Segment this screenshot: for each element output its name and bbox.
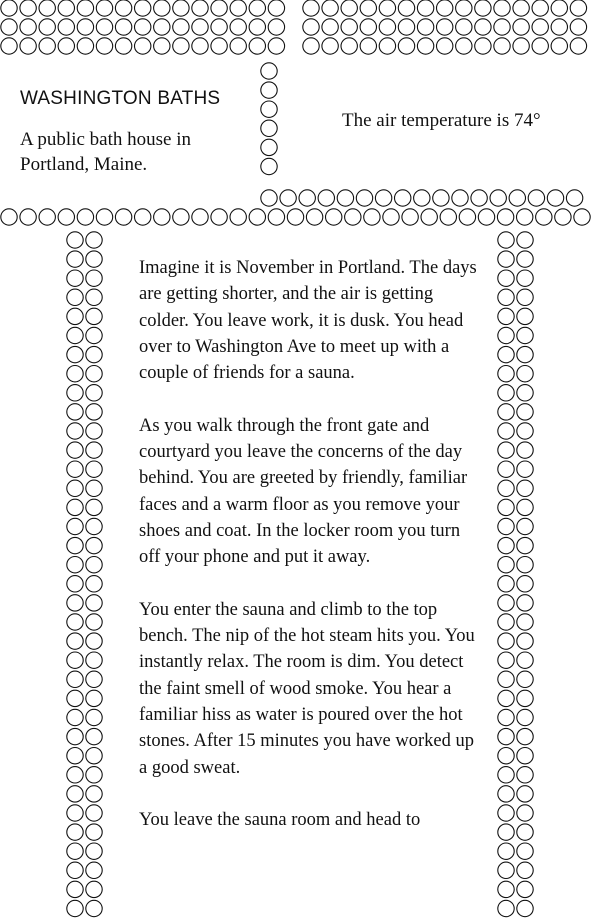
- ring-ornament: [67, 270, 83, 286]
- ring-ornament: [326, 209, 342, 225]
- ring-ornament: [498, 748, 514, 764]
- ring-ornament: [322, 38, 338, 54]
- ring-ornament: [360, 0, 376, 16]
- ring-ornament: [498, 843, 514, 859]
- ring-ornament: [268, 0, 284, 16]
- ring-ornament: [360, 19, 376, 35]
- page-subtitle: A public bath house in Portland, Maine.: [20, 129, 191, 175]
- ring-ornament: [67, 289, 83, 305]
- ring-ornament: [440, 209, 456, 225]
- ring-ornament: [459, 209, 475, 225]
- ring-ornament: [478, 209, 494, 225]
- ring-ornament: [517, 423, 533, 439]
- ring-ornament: [417, 0, 433, 16]
- ring-ornament: [230, 38, 246, 54]
- ring-ornament: [498, 461, 514, 477]
- ring-ornament: [261, 101, 277, 117]
- story-paragraph: You enter the sauna and climb to the top bench. The nip of the hot steam hits you. You instantly relax. The room is dim. You detect the faint smell of wood smoke. You hear a familiar hiss as water is poured over the hot stones. After 15 minutes you have worked up a good sweat.: [139, 599, 475, 778]
- ring-ornament: [498, 366, 514, 382]
- ring-ornament: [86, 423, 102, 439]
- ring-ornament: [261, 63, 277, 79]
- ring-ornament: [498, 576, 514, 592]
- ring-ornament: [517, 881, 533, 897]
- ring-ornament: [86, 633, 102, 649]
- ring-ornament: [86, 366, 102, 382]
- ring-ornament: [268, 38, 284, 54]
- ring-ornament: [86, 805, 102, 821]
- ring-ornament: [574, 209, 590, 225]
- ring-ornament: [303, 0, 319, 16]
- ring-ornament: [135, 19, 151, 35]
- ring-ornament: [86, 824, 102, 840]
- ring-ornament: [498, 881, 514, 897]
- ring-ornament: [67, 900, 83, 916]
- ring-ornament: [517, 499, 533, 515]
- ring-ornament: [67, 728, 83, 744]
- ring-ornament: [67, 881, 83, 897]
- ring-ornament: [437, 38, 453, 54]
- ring-ornament: [67, 633, 83, 649]
- ring-ornament: [86, 232, 102, 248]
- ring-ornament: [536, 209, 552, 225]
- ring-ornament: [1, 38, 17, 54]
- ring-ornament: [379, 0, 395, 16]
- ring-ornament: [322, 19, 338, 35]
- ring-ornament: [433, 190, 449, 206]
- ring-ornament: [452, 190, 468, 206]
- ring-ornament: [498, 480, 514, 496]
- ring-ornament: [86, 728, 102, 744]
- ring-ornament: [115, 19, 131, 35]
- story-text: [139, 255, 479, 860]
- ring-ornament: [39, 0, 55, 16]
- ring-ornament: [456, 0, 472, 16]
- ring-ornament: [230, 0, 246, 16]
- ring-ornament: [58, 209, 74, 225]
- ring-ornament: [517, 327, 533, 343]
- ring-ornament: [306, 209, 322, 225]
- ring-ornament: [318, 190, 334, 206]
- ring-ornament: [570, 19, 586, 35]
- ring-ornament: [86, 270, 102, 286]
- ring-ornament: [67, 690, 83, 706]
- ring-ornament: [192, 0, 208, 16]
- ring-ornament: [456, 19, 472, 35]
- ring-ornament: [86, 251, 102, 267]
- ring-ornament: [39, 209, 55, 225]
- ring-ornament: [67, 862, 83, 878]
- ring-ornament: [135, 209, 151, 225]
- ring-ornament: [517, 595, 533, 611]
- ring-ornament: [517, 537, 533, 553]
- ring-ornament: [517, 900, 533, 916]
- ring-ornament: [498, 232, 514, 248]
- ring-ornament: [475, 19, 491, 35]
- ring-ornament: [551, 19, 567, 35]
- ring-ornament: [77, 0, 93, 16]
- ring-ornament: [86, 614, 102, 630]
- ring-ornament: [417, 38, 433, 54]
- ring-ornament: [67, 748, 83, 764]
- ring-ornament: [20, 38, 36, 54]
- ring-ornament: [551, 38, 567, 54]
- ring-ornament: [173, 0, 189, 16]
- ring-ornament: [528, 190, 544, 206]
- ring-ornament: [39, 19, 55, 35]
- ring-ornament: [517, 805, 533, 821]
- ring-ornament: [498, 308, 514, 324]
- ring-ornament: [547, 190, 563, 206]
- ring-ornament: [211, 0, 227, 16]
- ring-ornament: [173, 38, 189, 54]
- ring-ornament: [498, 251, 514, 267]
- ring-ornament: [517, 652, 533, 668]
- ring-ornament: [280, 190, 296, 206]
- ring-ornament: [570, 38, 586, 54]
- ring-ornament: [67, 404, 83, 420]
- ring-ornament: [498, 557, 514, 573]
- ring-ornament: [86, 461, 102, 477]
- ring-ornament: [417, 19, 433, 35]
- ring-ornament: [67, 614, 83, 630]
- ring-ornament: [513, 19, 529, 35]
- ring-ornament: [154, 0, 170, 16]
- ring-ornament: [498, 767, 514, 783]
- ring-ornament: [475, 38, 491, 54]
- ring-ornament: [96, 38, 112, 54]
- ring-ornament: [517, 576, 533, 592]
- ring-ornament: [58, 38, 74, 54]
- ring-ornament: [135, 38, 151, 54]
- ring-ornament: [517, 843, 533, 859]
- ring-ornament: [86, 767, 102, 783]
- ring-ornament: [67, 251, 83, 267]
- ring-ornament: [517, 557, 533, 573]
- ring-ornament: [154, 38, 170, 54]
- ring-ornament: [517, 385, 533, 401]
- ring-ornament: [517, 614, 533, 630]
- ring-ornament: [566, 190, 582, 206]
- ring-ornament: [20, 0, 36, 16]
- ring-ornament: [555, 209, 571, 225]
- ring-ornament: [249, 38, 265, 54]
- air-temperature-note: The air temperature is 74°: [342, 110, 541, 131]
- ring-ornament: [517, 824, 533, 840]
- ring-ornament: [517, 209, 533, 225]
- ring-ornament: [517, 251, 533, 267]
- ring-ornament: [86, 843, 102, 859]
- ring-ornament: [398, 0, 414, 16]
- story-paragraph: As you walk through the front gate and courtyard you leave the concerns of the day behind. You are greeted by friendly, familiar faces and a warm floor as you remove your shoes and coat. In the locker room you turn off your phone and put it away.: [139, 415, 468, 568]
- ring-ornament: [67, 595, 83, 611]
- ring-ornament: [341, 38, 357, 54]
- ring-ornament: [421, 209, 437, 225]
- ring-ornament: [509, 190, 525, 206]
- ring-ornament: [1, 19, 17, 35]
- ring-ornament: [498, 499, 514, 515]
- ring-ornament: [379, 19, 395, 35]
- ring-ornament: [379, 38, 395, 54]
- story-paragraph: You leave the sauna room and head to: [139, 810, 421, 831]
- ring-ornament: [375, 190, 391, 206]
- ring-ornament: [498, 709, 514, 725]
- ring-ornament: [498, 423, 514, 439]
- ring-ornament: [86, 385, 102, 401]
- ring-ornament: [86, 557, 102, 573]
- ring-ornament: [570, 0, 586, 16]
- ring-ornament: [86, 308, 102, 324]
- ring-ornament: [211, 38, 227, 54]
- ring-ornament: [86, 748, 102, 764]
- ring-ornament: [341, 19, 357, 35]
- ring-ornament: [517, 518, 533, 534]
- ring-ornament: [86, 442, 102, 458]
- ring-ornament: [532, 38, 548, 54]
- ring-ornament: [86, 900, 102, 916]
- ring-ornament: [86, 786, 102, 802]
- ring-ornament: [67, 499, 83, 515]
- ring-ornament: [517, 862, 533, 878]
- ring-ornament: [1, 209, 17, 225]
- ring-ornament: [58, 0, 74, 16]
- ring-ornament: [67, 537, 83, 553]
- ring-ornament: [261, 190, 277, 206]
- ring-ornament: [498, 404, 514, 420]
- ring-ornament: [261, 139, 277, 155]
- ring-ornament: [498, 633, 514, 649]
- ring-ornament: [115, 0, 131, 16]
- ring-ornament: [249, 19, 265, 35]
- ring-ornament: [383, 209, 399, 225]
- ring-ornament: [356, 190, 372, 206]
- ring-ornament: [96, 209, 112, 225]
- ring-ornament: [67, 843, 83, 859]
- ring-ornament: [513, 38, 529, 54]
- ring-ornament: [115, 38, 131, 54]
- ring-ornament: [498, 690, 514, 706]
- ring-ornament: [86, 690, 102, 706]
- ring-ornament: [517, 232, 533, 248]
- ring-ornament: [1, 0, 17, 16]
- ring-ornament: [517, 404, 533, 420]
- ring-ornament: [20, 19, 36, 35]
- ring-ornament: [115, 209, 131, 225]
- ring-ornament: [67, 652, 83, 668]
- ring-ornament: [517, 289, 533, 305]
- ring-ornament: [456, 38, 472, 54]
- ring-ornament: [77, 38, 93, 54]
- ring-ornament: [498, 442, 514, 458]
- ring-ornament: [173, 19, 189, 35]
- ring-ornament: [498, 728, 514, 744]
- ring-ornament: [517, 308, 533, 324]
- ring-ornament: [86, 595, 102, 611]
- ring-ornament: [517, 480, 533, 496]
- ring-ornament: [498, 614, 514, 630]
- ring-ornament: [211, 19, 227, 35]
- ring-ornament: [20, 209, 36, 225]
- ring-ornament: [77, 19, 93, 35]
- ring-ornament: [498, 900, 514, 916]
- ring-ornament: [39, 38, 55, 54]
- ring-ornament: [86, 576, 102, 592]
- ring-ornament: [67, 423, 83, 439]
- ring-ornament: [498, 862, 514, 878]
- ring-ornament: [551, 0, 567, 16]
- ring-ornament: [96, 0, 112, 16]
- ring-ornament: [498, 385, 514, 401]
- ring-ornament: [494, 38, 510, 54]
- ring-ornament: [230, 19, 246, 35]
- ring-ornament: [261, 158, 277, 174]
- ring-ornament: [268, 19, 284, 35]
- ring-ornament: [86, 537, 102, 553]
- ring-ornament: [337, 190, 353, 206]
- ring-ornament: [498, 805, 514, 821]
- ring-ornament: [517, 461, 533, 477]
- ring-ornament: [517, 270, 533, 286]
- ring-ornament: [437, 19, 453, 35]
- ring-ornament: [498, 652, 514, 668]
- ring-ornament: [517, 748, 533, 764]
- ring-ornament: [490, 190, 506, 206]
- ring-ornament: [154, 209, 170, 225]
- ring-ornament: [395, 190, 411, 206]
- ring-ornament: [67, 480, 83, 496]
- ring-ornament: [414, 190, 430, 206]
- ring-ornament: [437, 0, 453, 16]
- ring-ornament: [154, 19, 170, 35]
- ring-ornament: [322, 0, 338, 16]
- ring-ornament: [67, 385, 83, 401]
- ring-ornament: [67, 824, 83, 840]
- ring-ornament: [192, 19, 208, 35]
- ring-ornament: [517, 728, 533, 744]
- ring-ornament: [192, 209, 208, 225]
- ring-ornament: [86, 881, 102, 897]
- ring-ornament: [67, 576, 83, 592]
- ring-ornament: [77, 209, 93, 225]
- ring-ornament: [230, 209, 246, 225]
- ring-ornament: [498, 824, 514, 840]
- ring-ornament: [67, 518, 83, 534]
- ring-ornament: [341, 0, 357, 16]
- ring-ornament: [86, 289, 102, 305]
- ring-ornament: [299, 190, 315, 206]
- ring-ornament: [498, 786, 514, 802]
- ring-ornament: [86, 862, 102, 878]
- ring-ornament: [67, 557, 83, 573]
- ring-ornament: [517, 346, 533, 362]
- ring-ornament: [517, 442, 533, 458]
- ring-ornament: [261, 120, 277, 136]
- ring-ornament: [494, 19, 510, 35]
- ring-ornament: [532, 0, 548, 16]
- ring-ornament: [67, 767, 83, 783]
- ring-ornament: [517, 690, 533, 706]
- ring-ornament: [498, 537, 514, 553]
- ring-ornament: [261, 82, 277, 98]
- ring-ornament: [86, 327, 102, 343]
- ring-ornament: [475, 0, 491, 16]
- ring-ornament: [498, 289, 514, 305]
- ring-ornament: [86, 480, 102, 496]
- ring-ornament: [86, 518, 102, 534]
- ring-ornament: [67, 786, 83, 802]
- ring-ornament: [67, 308, 83, 324]
- ring-ornament: [498, 671, 514, 687]
- ring-ornament: [86, 709, 102, 725]
- ring-ornament: [287, 209, 303, 225]
- ring-ornament: [517, 671, 533, 687]
- ring-ornament: [96, 19, 112, 35]
- ring-ornament: [67, 461, 83, 477]
- ring-ornament: [498, 595, 514, 611]
- page-title: WASHINGTON BATHS: [20, 88, 221, 109]
- ring-ornament: [471, 190, 487, 206]
- ring-ornament: [86, 499, 102, 515]
- ring-ornament: [67, 442, 83, 458]
- ring-ornament: [86, 652, 102, 668]
- ring-ornament: [58, 19, 74, 35]
- story-paragraph: Imagine it is November in Portland. The days are getting shorter, and the air is getting colder. You leave work, it is dusk. You head over to Washington Ave to meet up with a couple of friends for a sauna.: [139, 258, 477, 384]
- ring-ornament: [86, 346, 102, 362]
- ring-ornament: [498, 346, 514, 362]
- ring-ornament: [67, 232, 83, 248]
- ring-ornament: [192, 38, 208, 54]
- ring-ornament: [398, 38, 414, 54]
- ring-ornament: [360, 38, 376, 54]
- ring-ornament: [67, 366, 83, 382]
- ring-ornament: [364, 209, 380, 225]
- ring-ornament: [67, 805, 83, 821]
- ring-ornament: [494, 0, 510, 16]
- ring-ornament: [498, 518, 514, 534]
- ring-ornament: [402, 209, 418, 225]
- ring-ornament: [303, 19, 319, 35]
- ring-ornament: [67, 327, 83, 343]
- ring-ornament: [135, 0, 151, 16]
- ring-ornament: [517, 709, 533, 725]
- ring-ornament: [268, 209, 284, 225]
- ring-ornament: [67, 346, 83, 362]
- ring-ornament: [517, 786, 533, 802]
- ring-ornament: [249, 0, 265, 16]
- ring-ornament: [67, 671, 83, 687]
- ring-ornament: [532, 19, 548, 35]
- ring-ornament: [211, 209, 227, 225]
- ring-ornament: [398, 19, 414, 35]
- ring-ornament: [303, 38, 319, 54]
- ring-ornament: [517, 767, 533, 783]
- ring-ornament: [173, 209, 189, 225]
- ring-ornament: [249, 209, 265, 225]
- ring-ornament: [345, 209, 361, 225]
- ring-ornament: [517, 366, 533, 382]
- ring-ornament: [497, 209, 513, 225]
- ring-ornament: [86, 404, 102, 420]
- ring-ornament: [67, 709, 83, 725]
- ring-ornament: [517, 633, 533, 649]
- ring-ornament: [513, 0, 529, 16]
- ring-ornament: [86, 671, 102, 687]
- ring-ornament: [498, 327, 514, 343]
- ring-ornament: [498, 270, 514, 286]
